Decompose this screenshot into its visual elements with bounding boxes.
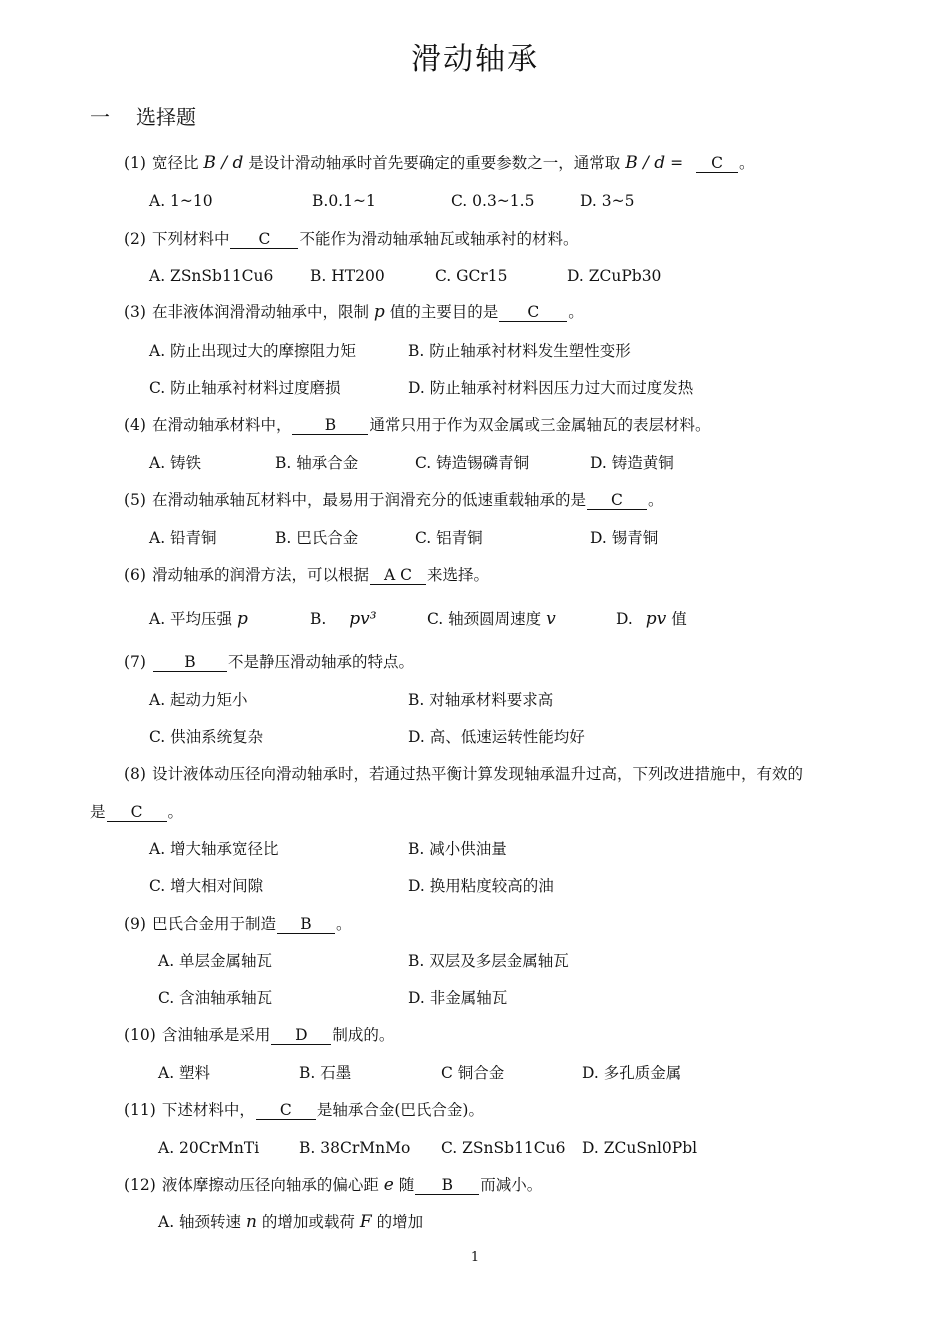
- option-b: B. 对轴承材料要求高: [408, 691, 554, 709]
- option-b: B. 巴氏合金: [275, 529, 359, 547]
- option-c: C. 含油轴承轴瓦: [158, 989, 273, 1007]
- option-c: C. ZSnSb11Cu6: [441, 1139, 566, 1157]
- question-5: [124, 489, 664, 511]
- question-7: [124, 651, 414, 673]
- question-text: 下述材料中，: [161, 1101, 255, 1119]
- question-1: [124, 152, 755, 174]
- question-text: 制成的。: [332, 1026, 395, 1044]
- question-number: (7): [124, 653, 146, 671]
- question-text: 设计液体动压径向滑动轴承时，若通过热平衡计算发现轴承温升过高，下列改进措施中，有效的: [151, 765, 803, 783]
- section-heading: [90, 101, 196, 130]
- answer-blank: A C: [370, 566, 426, 585]
- question-text: 值的主要目的是: [389, 303, 499, 321]
- math-expression: p: [237, 609, 248, 629]
- option-text: 值: [671, 610, 687, 628]
- page-title: 滑动轴承: [411, 42, 539, 77]
- question-4: [124, 414, 711, 436]
- question-text: 含油轴承是采用: [161, 1026, 271, 1044]
- question-text: 。: [739, 154, 755, 172]
- question-number: (10): [124, 1026, 156, 1044]
- question-6: [124, 564, 489, 586]
- option-c: C. 铝青铜: [415, 529, 483, 547]
- question-number: (8): [124, 765, 146, 783]
- option-a: A. 防止出现过大的摩擦阻力矩: [149, 342, 357, 360]
- option-b: B. 防止轴承衬材料发生塑性变形: [408, 342, 631, 360]
- option-d: D. ZCuSnl0Pbl: [582, 1139, 698, 1157]
- question-9: [124, 913, 352, 935]
- option-b: B. 双层及多层金属轴瓦: [408, 952, 569, 970]
- option-b: B. 石墨: [299, 1064, 352, 1082]
- option-b: B. 减小供油量: [408, 840, 507, 858]
- option-b: B. HT200: [310, 267, 385, 285]
- option-d: D. 防止轴承衬材料因压力过大而过度发热: [408, 379, 694, 397]
- option-d: D. 非金属轴瓦: [408, 989, 508, 1007]
- option-d: D. 多孔质金属: [582, 1064, 682, 1082]
- option-b: B.0.1~1: [312, 192, 376, 210]
- question-10: [124, 1024, 394, 1046]
- option-d: D. 铸造黄铜: [590, 454, 674, 472]
- option-b: B. 38CrMnMo: [299, 1139, 411, 1157]
- question-12: [124, 1174, 542, 1196]
- option-c: C. 供油系统复杂: [149, 728, 264, 746]
- answer-blank: C: [230, 230, 298, 249]
- option-d: D. 换用粘度较高的油: [408, 877, 554, 895]
- question-11: [124, 1099, 484, 1121]
- option-d: D. 锡青铜: [590, 529, 659, 547]
- question-text: 随: [398, 1176, 415, 1194]
- math-expression: p: [373, 302, 385, 322]
- question-number: (11): [124, 1101, 156, 1119]
- question-text: 巴氏合金用于制造: [151, 915, 276, 933]
- option-text: A. 平均压强: [149, 610, 233, 628]
- section-label: 选择题: [136, 105, 196, 129]
- question-text: 不能作为滑动轴承轴瓦或轴承衬的材料。: [299, 230, 579, 248]
- math-expression: B / d: [203, 153, 244, 173]
- question-number: (3): [124, 303, 146, 321]
- option-text: A. 轴颈转速: [158, 1213, 242, 1231]
- question-text: 是: [90, 803, 106, 821]
- option-a: A. 增大轴承宽径比: [149, 840, 279, 858]
- question-text: 滑动轴承的润滑方法，可以根据: [151, 566, 369, 584]
- option-b: [310, 608, 377, 630]
- question-8-continued: [90, 801, 183, 823]
- option-d: D. 3~5: [580, 192, 635, 210]
- answer-blank: C: [499, 303, 567, 322]
- option-c: C. 铸造锡磷青铜: [415, 454, 530, 472]
- option-a: A. 20CrMnTi: [158, 1139, 260, 1157]
- option-d: D. ZCuPb30: [567, 267, 662, 285]
- question-text: 。: [167, 803, 184, 821]
- question-3: [124, 301, 584, 323]
- question-text: 。: [335, 915, 352, 933]
- math-expression: n: [246, 1212, 257, 1232]
- answer-blank: B: [277, 915, 335, 934]
- question-number: (1): [124, 154, 146, 172]
- question-text: 是设计滑动轴承时首先要确定的重要参数之一，通常取: [248, 154, 621, 172]
- math-expression: pv: [645, 609, 667, 629]
- option-a: A. 1~10: [149, 192, 213, 210]
- option-text: C. 轴颈圆周速度: [427, 610, 542, 628]
- math-expression: B / d: [625, 153, 666, 173]
- question-text: 下列材料中: [151, 230, 230, 248]
- option-text: 的增加: [376, 1213, 424, 1231]
- question-text: 。: [568, 303, 584, 321]
- question-2: [124, 228, 579, 250]
- answer-blank: C: [696, 154, 738, 173]
- page-number: 1: [470, 1250, 480, 1265]
- question-text: 。: [647, 491, 664, 509]
- question-text: 通常只用于作为双金属或三金属轴瓦的表层材料。: [369, 416, 711, 434]
- answer-blank: C: [107, 803, 167, 822]
- option-a: A. 起动力矩小: [149, 691, 248, 709]
- question-number: (5): [124, 491, 146, 509]
- section-number: 一: [90, 105, 110, 129]
- question-number: (4): [124, 416, 146, 434]
- option-text: 的增加或载荷: [261, 1213, 355, 1231]
- option-a: A. 铸铁: [149, 454, 202, 472]
- question-text: 在滑动轴承轴瓦材料中，最易用于润滑充分的低速重载轴承的是: [151, 491, 586, 509]
- math-expression: v: [546, 609, 556, 629]
- question-text: 液体摩擦动压径向轴承的偏心距: [161, 1176, 379, 1194]
- question-text: 在非液体润滑滑动轴承中，限制: [151, 303, 369, 321]
- answer-blank: C: [587, 491, 647, 510]
- math-expression: F: [359, 1212, 372, 1232]
- option-a: [158, 1211, 423, 1233]
- math-expression: pv³: [349, 609, 377, 629]
- answer-blank: B: [292, 416, 368, 435]
- answer-blank: C: [256, 1101, 316, 1120]
- question-text: 宽径比: [151, 154, 199, 172]
- option-c: C 铜合金: [441, 1064, 505, 1082]
- math-expression: e: [383, 1175, 394, 1195]
- option-c: [427, 608, 556, 630]
- answer-blank: B: [415, 1176, 479, 1195]
- answer-blank: B: [153, 653, 227, 672]
- question-8: [124, 763, 803, 785]
- question-number: (6): [124, 566, 146, 584]
- option-c: C. 防止轴承衬材料过度磨损: [149, 379, 341, 397]
- question-number: (2): [124, 230, 146, 248]
- option-d: D. 高、低速运转性能均好: [408, 728, 585, 746]
- option-a: A. 塑料: [158, 1064, 211, 1082]
- option-d: [616, 608, 687, 630]
- question-text: 而减小。: [480, 1176, 543, 1194]
- option-a: A. ZSnSb11Cu6: [149, 267, 274, 285]
- question-text: 不是静压滑动轴承的特点。: [227, 653, 414, 671]
- answer-blank: D: [271, 1026, 331, 1045]
- option-c: C. 0.3~1.5: [451, 192, 535, 210]
- question-text: 在滑动轴承材料中，: [151, 416, 292, 434]
- option-a: A. 单层金属轴瓦: [158, 952, 273, 970]
- option-c: C. GCr15: [435, 267, 508, 285]
- equals-sign: =: [670, 154, 684, 172]
- option-b: B. 轴承合金: [275, 454, 359, 472]
- question-number: (12): [124, 1176, 156, 1194]
- question-number: (9): [124, 915, 146, 933]
- option-c: C. 增大相对间隙: [149, 877, 264, 895]
- option-text: B.: [310, 610, 327, 628]
- question-text: 是轴承合金(巴氏合金)。: [316, 1101, 484, 1119]
- option-text: D.: [616, 610, 633, 628]
- question-text: 来选择。: [426, 566, 489, 584]
- option-a: [149, 608, 248, 630]
- option-a: A. 铅青铜: [149, 529, 217, 547]
